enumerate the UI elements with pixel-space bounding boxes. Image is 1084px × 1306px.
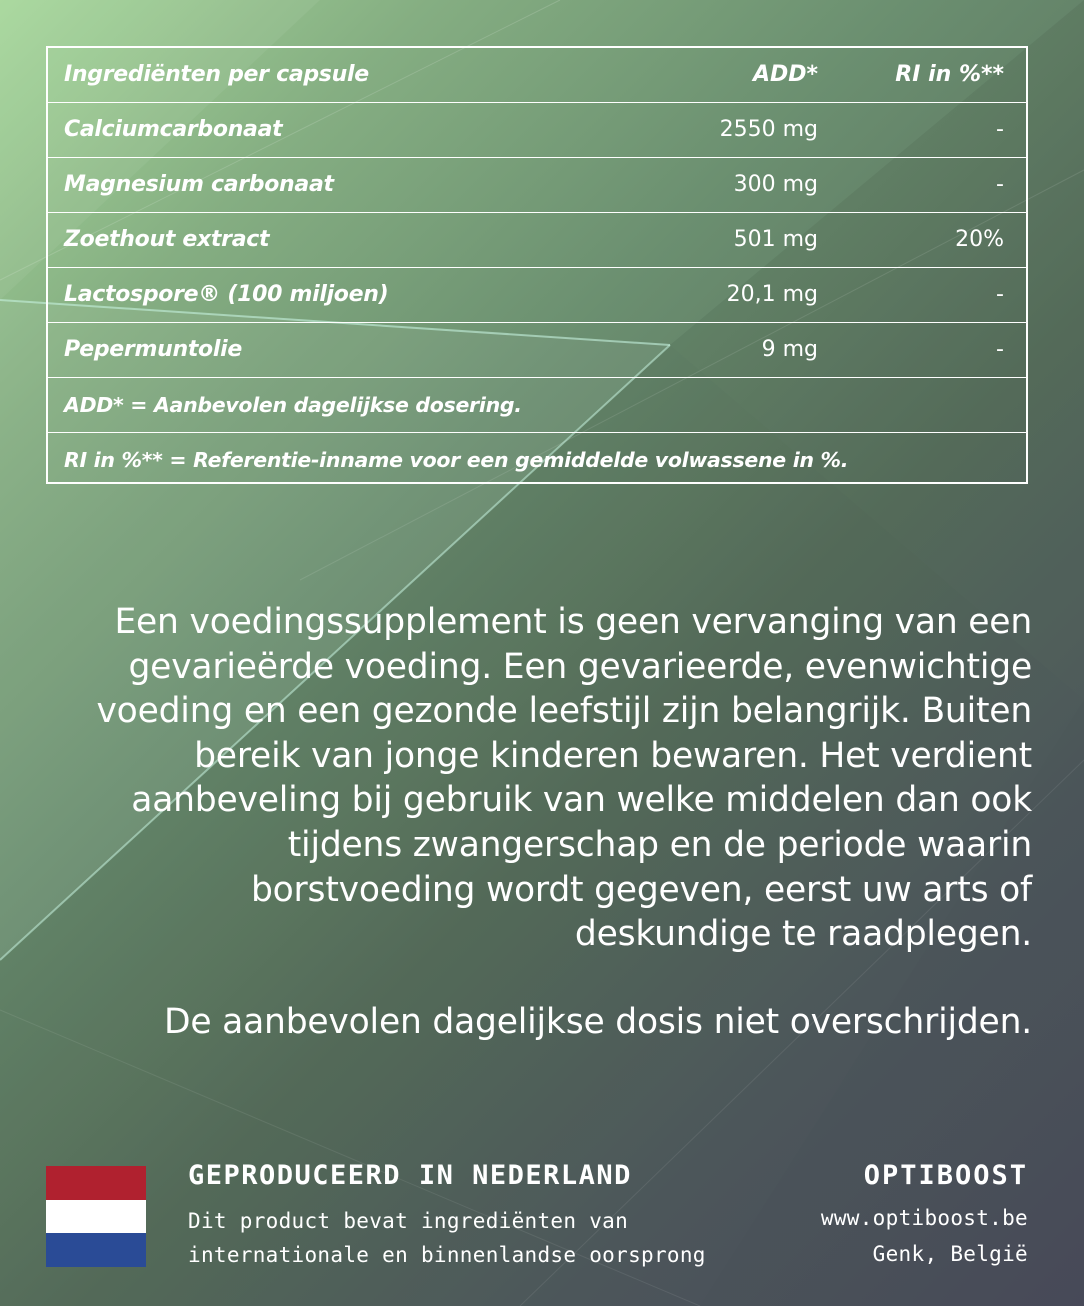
made-in-title: GEPRODUCEERD IN NEDERLAND <box>188 1160 632 1191</box>
origin-line: Dit product bevat ingrediënten van <box>188 1209 629 1233</box>
ingredient-add: 20,1 mg <box>726 282 818 307</box>
ingredient-ri: 20% <box>955 227 1004 252</box>
ingredient-name: Pepermuntolie <box>64 337 242 362</box>
table-row <box>48 103 1026 158</box>
ingredient-name: Calciumcarbonaat <box>64 117 283 142</box>
table-row <box>48 213 1026 268</box>
nutrition-table <box>46 46 1028 484</box>
ingredient-ri: - <box>996 282 1004 307</box>
note-add-text: ADD* = Aanbevolen dagelijkse dosering. <box>64 393 522 417</box>
brand-location: Genk, België <box>872 1242 1028 1266</box>
ingredient-ri: - <box>996 337 1004 362</box>
flag-blue-stripe <box>46 1233 146 1267</box>
dosage-warning: De aanbevolen dagelijkse dosis niet overschrijden. <box>164 1002 1032 1042</box>
note-ri-text: RI in %** = Referentie-inname voor een gemiddelde volwassene in %. <box>64 448 849 472</box>
ingredient-ri: - <box>996 172 1004 197</box>
ingredient-name: Magnesium carbonaat <box>64 172 334 197</box>
brand-name: OPTIBOOST <box>863 1160 1028 1191</box>
disclaimer-line: bereik van jonge kinderen bewaren. Het verdient <box>194 735 1032 776</box>
ingredient-add: 2550 mg <box>719 117 818 142</box>
netherlands-flag-icon <box>46 1166 146 1267</box>
table-note-ri <box>48 433 1026 488</box>
table-row <box>48 323 1026 378</box>
header-ingredients: Ingrediënten per capsule <box>64 62 369 87</box>
disclaimer-line: voeding en een gezonde leefstijl zijn belangrijk. Buiten <box>96 691 1032 732</box>
flag-white-stripe <box>46 1200 146 1234</box>
ingredient-add: 9 mg <box>761 337 818 362</box>
header-ri: RI in %** <box>895 62 1004 87</box>
ingredient-ri: - <box>996 117 1004 142</box>
disclaimer-line: Een voedingssupplement is geen vervanging van een <box>114 602 1032 642</box>
flag-red-stripe <box>46 1166 146 1200</box>
origin-line: internationale en binnenlandse oorsprong <box>188 1243 706 1267</box>
table-row <box>48 268 1026 323</box>
table-note-add <box>48 378 1026 433</box>
disclaimer-line: gevarieërde voeding. Een gevarieerde, evenwichtige <box>128 646 1032 687</box>
disclaimer-line: borstvoeding wordt gegeven, eerst uw arts of <box>250 869 1032 910</box>
ingredient-add: 300 mg <box>733 172 818 197</box>
origin-text <box>188 1204 708 1272</box>
disclaimer-line: deskundige te raadplegen. <box>574 914 1032 955</box>
ingredient-add: 501 mg <box>733 227 818 252</box>
ingredient-name: Zoethout extract <box>64 227 270 252</box>
table-header-row <box>48 48 1026 103</box>
table-row <box>48 158 1026 213</box>
header-add: ADD* <box>752 62 818 87</box>
disclaimer-line: tijdens zwangerschap en de periode waarin <box>287 824 1032 865</box>
disclaimer-paragraph <box>60 600 1032 957</box>
disclaimer-line: aanbeveling bij gebruik van welke middelen dan ook <box>131 780 1032 821</box>
brand-website-link[interactable]: www.optiboost.be <box>820 1206 1028 1230</box>
ingredient-name: Lactospore® (100 miljoen) <box>64 282 389 307</box>
